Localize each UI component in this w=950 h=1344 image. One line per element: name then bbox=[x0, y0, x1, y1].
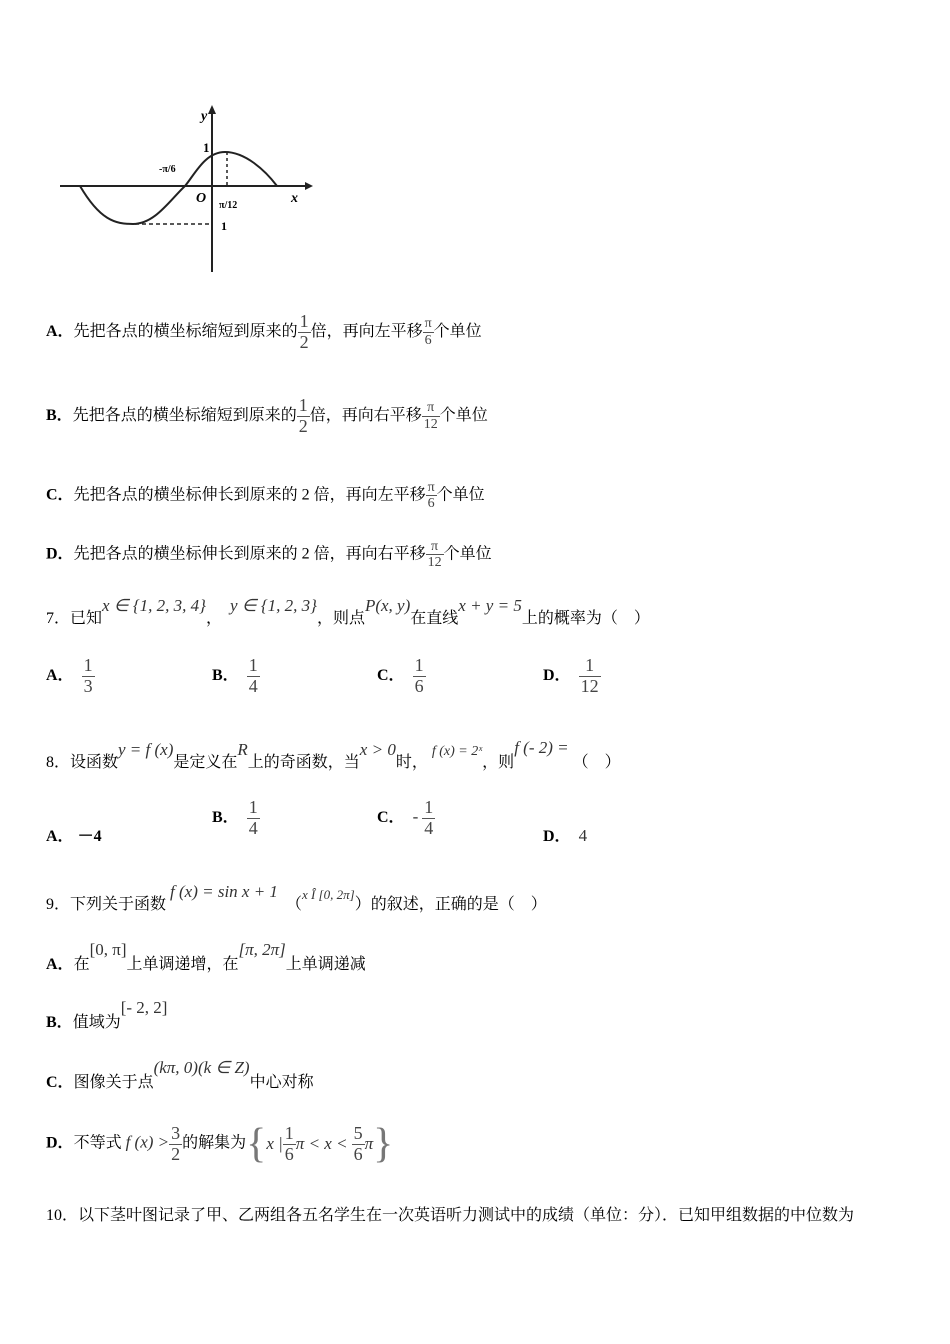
q8-option-a: A． －4 bbox=[46, 828, 102, 845]
fraction: $\frac{1}{2}$ bbox=[299, 311, 309, 352]
fraction: $\frac{3}{2}$ bbox=[171, 1122, 181, 1164]
origin-label: O bbox=[196, 191, 207, 206]
fraction: $\frac{\pi}{6}$ bbox=[424, 316, 432, 348]
option-6c: C．先把各点的横坐标伸长到原来的 2 倍，再向左平移 $\frac{\pi}{6}$ 个单位 bbox=[46, 480, 485, 512]
solution-set: { x | $\frac{1}{6}$ π < x < $\frac{5}{6}$ π } bbox=[246, 1121, 394, 1167]
option-6b: B．先把各点的横坐标缩短到原来的 $\frac{1}{2}$ 倍，再向右平移 $\frac{\pi}{12}$ 个单位 bbox=[46, 395, 488, 436]
fraction: $\frac{1}{3}$ bbox=[83, 655, 93, 696]
q7-option-b: B． $\frac{1}{4}$ bbox=[212, 655, 258, 696]
q8-option-b: B． $\frac{1}{4}$ bbox=[212, 797, 258, 838]
q8-option-d: D． 4 bbox=[543, 826, 588, 845]
q7-option-c: C． $\frac{1}{6}$ bbox=[377, 655, 424, 696]
q9-option-b: B．值域为[- 2, 2] bbox=[46, 998, 168, 1031]
fraction: $\frac{1}{12}$ bbox=[580, 655, 599, 696]
q9-option-c: C．图像关于点(kπ, 0)(k ∈ Z)中心对称 bbox=[46, 1058, 314, 1091]
y-axis-arrow bbox=[208, 105, 216, 114]
fraction: $\frac{1}{6}$ bbox=[284, 1122, 294, 1164]
one-top-label: 1 bbox=[203, 140, 210, 155]
fraction: $\frac{\pi}{12}$ bbox=[423, 400, 438, 432]
q8-option-c: C． - $\frac{1}{4}$ bbox=[377, 797, 434, 838]
neg-pi-6-label: -π/6 bbox=[159, 164, 176, 175]
y-label: y bbox=[201, 109, 208, 124]
fraction: $\frac{\pi}{12}$ bbox=[427, 539, 442, 571]
x-label: x bbox=[291, 191, 298, 206]
x-axis-arrow bbox=[305, 182, 313, 190]
question-7: 7．已知x ∈ {1, 2, 3, 4}， y ∈ {1, 2, 3}，则点P(x, y)在直线x + y = 5上的概率为（ ） bbox=[46, 596, 650, 627]
fraction: $\frac{1}{4}$ bbox=[248, 655, 258, 696]
fraction: $\frac{\pi}{6}$ bbox=[427, 480, 435, 512]
sine-curve bbox=[80, 152, 277, 224]
option-6d: D．先把各点的横坐标伸长到原来的 2 倍，再向右平移 $\frac{\pi}{12}$ 个单位 bbox=[46, 539, 492, 571]
fraction: $\frac{1}{6}$ bbox=[414, 655, 424, 696]
q9-option-a: A．在[0, π]上单调递增，在[π, 2π]上单调递减 bbox=[46, 940, 366, 973]
sine-graph bbox=[55, 100, 315, 280]
question-9: 9．下列关于函数 f (x) = sin x + 1 （$^{x Î [0, 2\pi]}$）的叙述，正确的是（ ） bbox=[46, 882, 547, 913]
q7-option-d: D． $\frac{1}{12}$ bbox=[543, 655, 599, 696]
fraction: $\frac{1}{2}$ bbox=[298, 395, 308, 436]
q7-option-a: A． $\frac{1}{3}$ bbox=[46, 655, 93, 696]
option-6a: A．先把各点的横坐标缩短到原来的 $\frac{1}{2}$ 倍，再向左平移 $\frac{\pi}{6}$ 个单位 bbox=[46, 311, 482, 352]
fraction: $\frac{5}{6}$ bbox=[353, 1122, 363, 1164]
fraction: $\frac{1}{4}$ bbox=[248, 797, 258, 838]
pi-12-label: π/12 bbox=[219, 200, 238, 211]
q9-option-d: D．不等式 f (x) > $\frac{3}{2}$ 的解集为 { x | $\frac{1}{6}$ π < x < $\frac{5}{6}$ π } bbox=[46, 1121, 394, 1167]
question-10: 10．以下茎叶图记录了甲、乙两组各五名学生在一次英语听力测试中的成绩（单位：分）．已知甲组数据的中位数为 bbox=[46, 1207, 855, 1224]
question-8: 8．设函数y = f (x)是定义在R上的奇函数，当x > 0时， f (x) = 2ˣ，则f (- 2) = （ ） bbox=[46, 738, 621, 771]
fraction: $\frac{1}{4}$ bbox=[424, 797, 434, 838]
one-bottom-label: 1 bbox=[221, 219, 227, 233]
